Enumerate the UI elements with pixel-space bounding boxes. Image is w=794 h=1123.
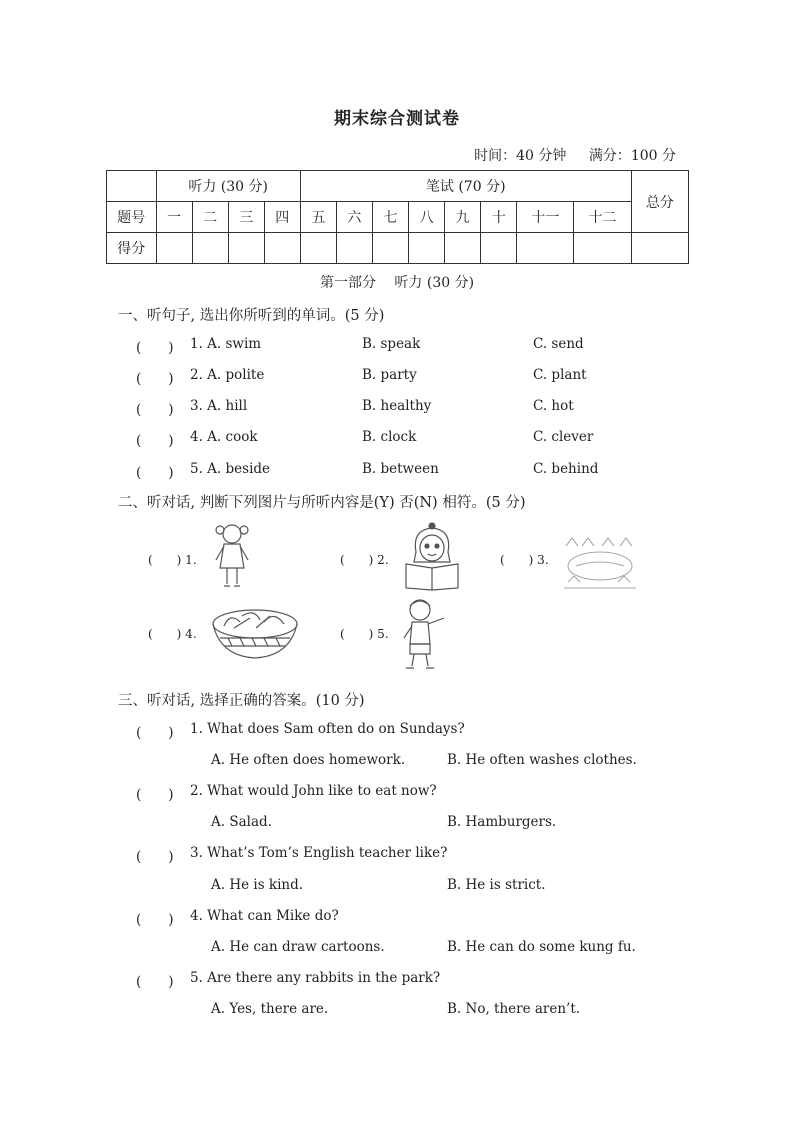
question-text: 1. What does Sam often do on Sundays? <box>190 721 465 737</box>
section1-title: 一、听句子, 选出你所听到的单词。(5 分) <box>118 308 385 324</box>
score-cell[interactable] <box>264 233 300 264</box>
question-text: 3. What’s Tom’s English teacher like? <box>190 845 448 861</box>
row-label-score: 得分 <box>107 233 157 264</box>
picture-label[interactable]: ( ) 2. <box>340 553 389 567</box>
section3-title: 三、听对话, 选择正确的答案。(10 分) <box>118 693 365 709</box>
answer-blank[interactable]: ( ) <box>136 974 174 990</box>
full-score: 满分：100 分 <box>588 148 676 164</box>
table-cell: 十一 <box>517 202 574 233</box>
writing-header: 笔试 (70 分) <box>300 171 631 202</box>
answer-blank[interactable]: ( ) <box>136 371 174 387</box>
picture-label[interactable]: ( ) 5. <box>340 627 389 641</box>
option-c: C. behind <box>533 461 599 477</box>
score-cell[interactable] <box>156 233 192 264</box>
option-a: 3. A. hill <box>190 398 248 414</box>
answer-blank[interactable]: ( ) <box>136 340 174 356</box>
table-corner <box>107 171 157 202</box>
option-c: C. hot <box>533 398 574 414</box>
score-cell[interactable] <box>192 233 228 264</box>
option-b: B. He can do some kung fu. <box>447 939 636 955</box>
girl-reading-icon <box>402 522 462 592</box>
score-cell[interactable] <box>445 233 481 264</box>
answer-blank[interactable]: ( ) <box>136 465 174 481</box>
picture-label[interactable]: ( ) 3. <box>500 553 549 567</box>
option-a: A. He often does homework. <box>211 752 406 768</box>
salad-bowl-icon <box>210 604 300 662</box>
table-cell: 七 <box>372 202 408 233</box>
question-text: 4. What can Mike do? <box>190 908 339 924</box>
answer-blank[interactable]: ( ) <box>136 433 174 449</box>
option-b: B. He is strict. <box>447 877 546 893</box>
option-b: B. speak <box>362 336 421 352</box>
picture-label[interactable]: ( ) 4. <box>148 627 197 641</box>
boy-icon <box>398 596 450 672</box>
option-a: 5. A. beside <box>190 461 271 477</box>
listening-header: 听力 (30 分) <box>156 171 300 202</box>
table-cell: 八 <box>409 202 445 233</box>
table-cell: 四 <box>264 202 300 233</box>
option-b: B. healthy <box>362 398 432 414</box>
row-label-number: 题号 <box>107 202 157 233</box>
option-a: A. Yes, there are. <box>211 1001 329 1017</box>
score-cell[interactable] <box>481 233 517 264</box>
option-b: B. He often washes clothes. <box>447 752 637 768</box>
time-limit: 时间：40 分钟 <box>474 148 567 164</box>
answer-blank[interactable]: ( ) <box>136 787 174 803</box>
exam-meta <box>456 145 676 165</box>
table-cell: 十二 <box>574 202 631 233</box>
score-cell[interactable] <box>409 233 445 264</box>
answer-blank[interactable]: ( ) <box>136 912 174 928</box>
total-header: 总分 <box>631 171 688 233</box>
score-cell[interactable] <box>517 233 574 264</box>
option-a: 2. A. polite <box>190 367 265 383</box>
option-a: 1. A. swim <box>190 336 262 352</box>
table-cell: 一 <box>156 202 192 233</box>
question-text: 2. What would John like to eat now? <box>190 783 437 799</box>
page-title: 期末综合测试卷 <box>334 109 460 129</box>
option-b: B. Hamburgers. <box>447 814 557 830</box>
option-c: C. plant <box>533 367 587 383</box>
answer-blank[interactable]: ( ) <box>136 849 174 865</box>
girl-icon <box>208 520 256 592</box>
total-score-cell[interactable] <box>631 233 688 264</box>
table-cell: 十 <box>481 202 517 233</box>
option-b: B. No, there aren’t. <box>447 1001 581 1017</box>
answer-blank[interactable]: ( ) <box>136 402 174 418</box>
section2-title: 二、听对话, 判断下列图片与所听内容是(Y) 否(N) 相符。(5 分) <box>118 495 526 511</box>
score-cell[interactable] <box>574 233 631 264</box>
lake-icon <box>562 536 638 592</box>
table-cell: 三 <box>228 202 264 233</box>
option-a: 4. A. cook <box>190 429 258 445</box>
score-cell[interactable] <box>228 233 264 264</box>
answer-blank[interactable]: ( ) <box>136 725 174 741</box>
score-cell[interactable] <box>336 233 372 264</box>
question-text: 5. Are there any rabbits in the park? <box>190 970 441 986</box>
table-cell: 六 <box>336 202 372 233</box>
option-a: A. He can draw cartoons. <box>211 939 385 955</box>
score-table <box>106 170 689 264</box>
table-cell: 二 <box>192 202 228 233</box>
score-cell[interactable] <box>372 233 408 264</box>
table-cell: 九 <box>445 202 481 233</box>
picture-label[interactable]: ( ) 1. <box>148 553 197 567</box>
table-cell: 五 <box>300 202 336 233</box>
option-c: C. clever <box>533 429 594 445</box>
score-cell[interactable] <box>300 233 336 264</box>
option-b: B. party <box>362 367 417 383</box>
option-a: A. Salad. <box>211 814 272 830</box>
part-heading: 第一部分 听力 (30 分) <box>319 275 475 291</box>
option-c: C. send <box>533 336 584 352</box>
option-b: B. clock <box>362 429 417 445</box>
option-a: A. He is kind. <box>211 877 304 893</box>
option-b: B. between <box>362 461 439 477</box>
